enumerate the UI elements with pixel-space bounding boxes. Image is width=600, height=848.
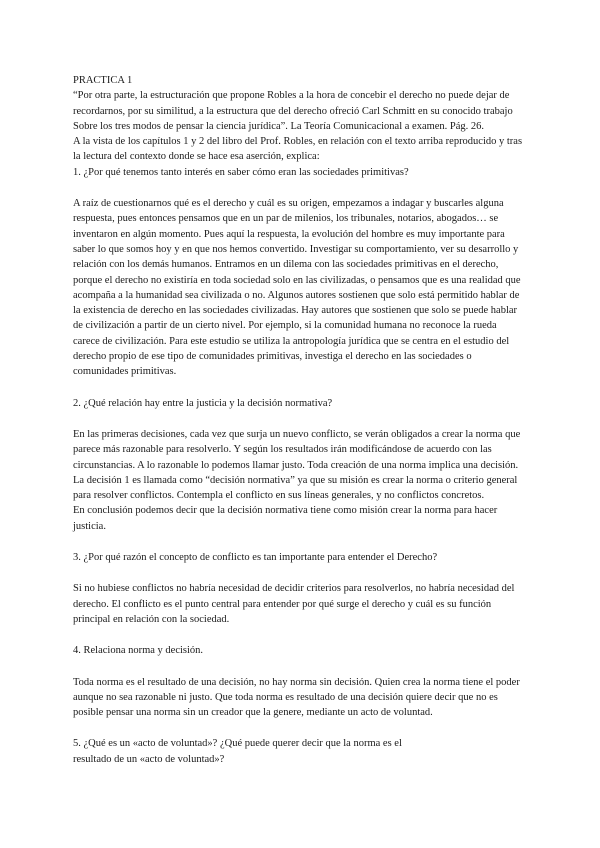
answer-2-paragraph-3: En conclusión podemos decir que la decisión normativa tiene como misión crear la norma para hacer justicia. [73, 505, 498, 532]
answer-4: Toda norma es el resultado de una decisión, no hay norma sin decisión. Quien crea la norma tiene el poder aunque no sea razonable ni justo. Que toda norma es resultado de una decisión quiere decir que no es posible pensar una norma sin un creador que la genere, mediante un acto de voluntad. [73, 676, 520, 719]
question-5-line-1: 5. ¿Qué es un «acto de voluntad»? ¿Qué puede querer decir que la norma es el [73, 738, 402, 750]
spacer [73, 534, 525, 550]
spacer [73, 380, 525, 396]
intro-quote: “Por otra parte, la estructuración que propone Robles a la hora de concebir el derecho no puede dejar de recordarnos, por su similitud, a la estructura que del derecho ofreció Carl Schmitt en su conocido trabajo Sobre los tres modos de pensar la ciencia jurídica”. La Teoría Comunicacional a examen. Pág. 26. [73, 90, 513, 132]
answer-2-paragraph-1: En las primeras decisiones, cada vez que surja un nuevo conflicto, se verán obligados a crear la norma que parece más razonable para resolverlo. Y según los resultados irán modificándose de acuerdo con las circunstancias. A lo razonable lo podemos llamar justo. Toda creación de una norma implica una decisión. [73, 428, 521, 471]
spacer [73, 565, 525, 581]
answer-2-paragraph-2: La decisión 1 es llamada como “decisión normativa” ya que su misión es crear la norma o criterio general para resolver conflictos. Contempla el conflicto en sus líneas generales, y no conflictos concretos. [73, 474, 518, 502]
instruction-text: A la vista de los capítulos 1 y 2 del libro del Prof. Robles, en relación con el texto arriba reproducido y tras la lectura del contexto donde se hace esa aserción, explica: [73, 136, 523, 163]
question-2: 2. ¿Qué relación hay entre la justicia y la decisión normativa? [73, 397, 333, 409]
question-5-line-2: resultado de un «acto de voluntad»? [73, 753, 225, 765]
question-3: 3. ¿Por qué razón el concepto de conflicto es tan importante para entender el Derecho? [73, 552, 438, 564]
answer-1: A raíz de cuestionarnos qué es el derecho y cuál es su origen, empezamos a indagar y buscarles alguna respuesta, pues entonces pensamos que en un par de milenios, los tribunales, notarios, abogados… se inventaron en algún momento. Pues aquí la respuesta, la evolución del hombre es muy importante para saber lo que somos hoy y en que nos hemos convertido. Investigar su comportamiento, ver su desarrollo y relación con los demás humanos. Entramos en un dilema con las sociedades primitivas en el derecho, porque el derecho no existiría en toda sociedad solo en las civilizadas, o pensamos que es una realidad que acompaña a la humanidad sea civilizada o no. Algunos autores sostienen que solo está permitido hablar de la existencia de derecho en las sociedades civilizadas. Hay autores que sostienen que solo se puede hablar de civilización a partir de un cierto nivel. Por ejemplo, si la comunidad humana no reconoce la rueda carece de civilización. Para este estudio se utiliza la antropología jurídica que se centra en el estudio del derecho propio de ese tipo de comunidades primitivas, investiga el derecho en las sociedades o comunidades primitivas. [73, 198, 521, 378]
answer-3: Si no hubiese conflictos no habría necesidad de decidir criterios para resolverlos, no habría necesidad del derecho. El conflicto es el punto central para entender por qué surge el derecho y cuál es su función principal en relación con la sociedad. [73, 583, 515, 625]
spacer [73, 411, 525, 427]
question-1: 1. ¿Por qué tenemos tanto interés en saber cómo eran las sociedades primitivas? [73, 166, 409, 178]
document-heading: PRACTICA 1 [73, 75, 133, 86]
spacer [73, 659, 525, 675]
spacer [73, 180, 525, 196]
spacer [73, 627, 525, 643]
spacer [73, 720, 525, 736]
document-body [73, 73, 525, 767]
question-4: 4. Relaciona norma y decisión. [73, 645, 204, 657]
